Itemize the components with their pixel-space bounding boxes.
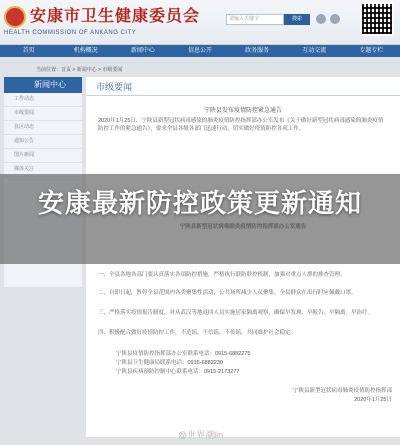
article-date: 2020年1月25日 [354,397,392,403]
search-input[interactable]: 请输入关键字 [226,14,284,25]
article-signature: 宁陕县新型冠状病毒肺炎疫情防控指挥部 [292,388,392,394]
sidebar-heading: 新闻中心 [4,77,82,93]
wechat-icon[interactable] [330,14,340,24]
site-subtitle: HEALTH COMMISSION OF ANKANG CITY [4,30,137,36]
weibo-icon[interactable] [316,14,326,24]
contact-line: 宁陕县卫生健康局联系电话：0915-6882230 [116,360,223,366]
article-title: 宁陕县发布疫情防控紧急通告 [203,108,282,114]
article-paragraph: 四、积极配合做好疫情防控工作，不造谣、不信谣、不传谣，共同维护社会稳定。 [98,330,297,336]
qr-code-icon [360,2,394,36]
headline: 安康最新防控政策更新通知 [37,188,362,218]
nav-item-news[interactable]: 新闻中心 [130,48,155,54]
main-nav [0,45,400,57]
panel-title: 市级要闻 [96,82,133,92]
sidebar-item-photo-news[interactable]: 图片新闻 [4,149,82,163]
article-paragraph: 一、全县各地各部门要认真落实各项防控措施，严格执行联防联控机制，加强对重点人群的排查管理。 [98,272,346,278]
article-paragraph: 二、自即日起，暂停全县范围内各类聚集性活动，公共场所减少人员聚集，全县群众在出行时应佩戴口罩。 [98,290,357,296]
nav-item-info[interactable]: 信息公开 [187,48,212,54]
site-header [0,0,400,45]
nav-item-home[interactable]: 首页 [22,48,35,54]
contact-line: 宁陕县疾病预防控制中心联系电话：0915-2173277 [116,369,240,375]
sidebar-item-notices[interactable]: 通知公告 [4,135,82,149]
nav-item-topics[interactable]: 专题专栏 [359,48,384,54]
sidebar-item-work[interactable]: 工作动态 [4,93,82,107]
sidebar-item-media[interactable]: 媒体关注 [4,163,82,177]
panel-header [86,77,400,96]
nav-item-services[interactable]: 政务服务 [245,48,270,54]
article-paragraph: 2020年1月25日，宁陕县新型冠状病毒感染的肺炎疫情防控指挥部办公室发布《关于做好新型冠状病毒感染的肺炎疫情防控工作的紧急通告》，要求全县各级各部门迅速行动，切实做好疫情防控各项工作。 [98,118,384,133]
search-button[interactable]: 搜索 [284,14,310,25]
sidebar-item-county-news[interactable]: 县区动态 [4,121,82,135]
article-paragraph: 三、严格落实疫情报告制度，对从武汉等地返回人员实施居家隔离观察，确保早发现、早报告、早隔离、早治疗。 [98,310,374,316]
watermark: @世界潮lin [178,430,224,440]
site-title[interactable]: 安康市卫生健康委员会 [30,8,201,25]
emblem-icon [4,6,26,28]
breadcrumb: 当前位置：首页 > 新闻中心 > 市级要闻 [36,67,123,73]
sidebar-item-city-news[interactable]: 市级要闻 [4,107,82,121]
nav-item-interaction[interactable]: 互动交流 [302,48,327,54]
contact-line: 宁陕县疫情防控指挥部办公室联系电话：0915-6882275 [116,351,251,357]
nav-item-about[interactable]: 机构概况 [73,48,98,54]
